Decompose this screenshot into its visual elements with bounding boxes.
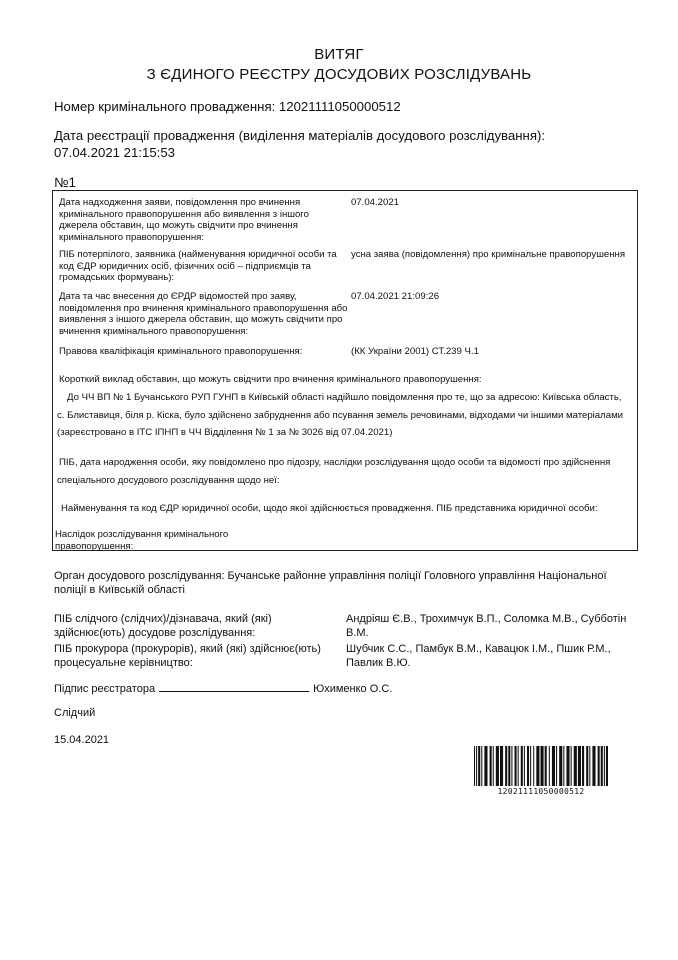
barcode-bar: [521, 746, 523, 786]
barcode-bar: [566, 746, 569, 786]
summary-line-2: с. Блиставиця, біля р. Кіска, було здійснено забруднення або псування земель речовинами, відходами чи іншими матеріалами: [57, 410, 624, 421]
barcode-bar: [574, 746, 577, 786]
barcode-bar: [527, 746, 529, 786]
barcode-bar: [500, 746, 503, 786]
barcode-bar: [563, 746, 564, 786]
barcode-bar: [606, 746, 608, 786]
barcode-bar: [556, 746, 557, 786]
barcode-bar: [533, 746, 534, 786]
field-value-qualification: (КК України 2001) СТ.239 Ч.1: [351, 346, 479, 357]
barcode-bar: [559, 746, 562, 786]
signature-line: [159, 681, 309, 692]
barcode-bar: [598, 746, 600, 786]
barcode-bar: [530, 746, 531, 786]
barcode-bar: [552, 746, 555, 786]
field-label-qualification: Правова кваліфікація кримінального правопорушення:: [59, 346, 303, 357]
barcode-bar: [511, 746, 512, 786]
outcome-label: [55, 529, 355, 552]
summary-line-1: До ЧЧ ВП № 1 Бучанського РУП ГУНП в Київській області надійшло повідомлення про те, що за адресою: Київська область,: [67, 392, 622, 403]
outcome-line-1: Наслідок розслідування кримінального: [55, 529, 229, 540]
position: Слідчий: [54, 707, 96, 719]
barcode-bar: [582, 746, 584, 786]
document-subtitle: З ЄДИНОГО РЕЄСТРУ ДОСУДОВИХ РОЗСЛІДУВАНЬ: [146, 66, 532, 83]
investigators-value: Андріяш Є.В., Трохимчук В.П., Соломка М.В., Субботін В.М.: [346, 613, 627, 639]
investigation-organ: Орган досудового розслідування: Бучанське районне управління поліції Головного управління Національної поліції в Київській області: [54, 570, 607, 596]
field-label-entry-datetime: Дата та час внесення до ЄРДР відомостей про заяву, повідомлення про вчинення кримінального правопорушення або виявлення з іншого джерела обставин, що можуть свідчити про вчинення кримінального правопорушення:: [59, 291, 348, 337]
entry-box: [52, 190, 638, 551]
document-date: 15.04.2021: [54, 734, 110, 746]
barcode-bar: [515, 746, 517, 786]
barcode-bar: [589, 746, 590, 786]
barcode-bar: [508, 746, 510, 786]
suspect-line-2: спеціального досудового розслідування щодо неї:: [57, 475, 280, 486]
field-label-victim: ПІБ потерпілого, заявника (найменування юридичної особи та код ЄДР юридичних осіб, фізичних осіб – підприємців та громадських формувань):: [59, 249, 337, 284]
barcode-bar: [571, 746, 572, 786]
suspect-line-1: ПІБ, дата народження особи, яку повідомлено про підозру, наслідки розслідування щодо особи та відомості про здійснення: [59, 457, 611, 468]
investigators-label: ПІБ слідчого (слідчих)/дізнавача, який (які) здійснює(ють) досудове розслідування:: [54, 613, 272, 639]
barcode-bar: [604, 746, 605, 786]
field-value-entry-datetime: 07.04.2021 21:09:26: [351, 291, 440, 302]
barcode-bar: [518, 746, 519, 786]
barcode-bar: [545, 746, 547, 786]
case-number: Номер кримінального провадження: 12021111050000512: [54, 99, 401, 114]
field-label-receipt-date: Дата надходження заяви, повідомлення про вчинення кримінального правопорушення або виявлення з іншого джерела обставин, що можуть свідчити про вчинення кримінального правопорушення:: [59, 197, 309, 243]
barcode-bar: [476, 746, 477, 786]
barcode-bar: [481, 746, 482, 786]
barcode-bar: [540, 746, 543, 786]
signature-name: Юхименко О.С.: [313, 683, 393, 695]
prosecutors-value: Шубчик С.С., Памбук В.М., Кавацюк І.М., Пшик Р.М., Павлик В.Ю.: [346, 643, 611, 669]
prosecutors-label: ПІБ прокурора (прокурорів), який (які) здійснює(ють) процесуальне керівництво:: [54, 643, 321, 669]
outcome-line-2: правопорушення:: [55, 540, 134, 552]
summary-heading: Короткий виклад обставин, що можуть свідчити про вчинення кримінального правопорушення:: [59, 374, 482, 385]
registration-date: Дата реєстрації провадження (виділення матеріалів досудового розслідування): 07.04.2021 21:15:53: [54, 128, 546, 160]
barcode-bar: [549, 746, 550, 786]
legal-entity: Найменування та код ЄДР юридичної особи, щодо якої здійснюється провадження. ПІБ представника юридичної особи:: [61, 503, 598, 514]
barcode-bar: [496, 746, 499, 786]
field-value-receipt-date: 07.04.2021: [351, 197, 400, 208]
signature-row: [54, 681, 554, 696]
barcode-bar: [592, 746, 595, 786]
entry-number: №1: [54, 175, 76, 190]
barcode: [474, 746, 608, 786]
barcode-bar: [586, 746, 588, 786]
barcode-bar: [493, 746, 494, 786]
signature-label: Підпис реєстратора: [54, 683, 156, 695]
barcode-bar: [505, 746, 507, 786]
document-title: ВИТЯГ: [314, 46, 364, 63]
summary-line-3: (зареєстровано в ІТС ІПНП в ЧЧ Відділення № 1 за № 3026 від 07.04.2021): [57, 427, 393, 438]
barcode-number: 12021111050000512: [497, 787, 585, 796]
barcode-bar: [536, 746, 539, 786]
barcode-bar: [601, 746, 603, 786]
barcode-bar: [478, 746, 480, 786]
barcode-bar: [484, 746, 487, 786]
field-value-victim: усна заява (повідомлення) про кримінальне правопорушення: [351, 249, 626, 260]
barcode-bar: [490, 746, 492, 786]
barcode-bar: [474, 746, 475, 786]
barcode-bar: [524, 746, 525, 786]
barcode-bar: [578, 746, 581, 786]
